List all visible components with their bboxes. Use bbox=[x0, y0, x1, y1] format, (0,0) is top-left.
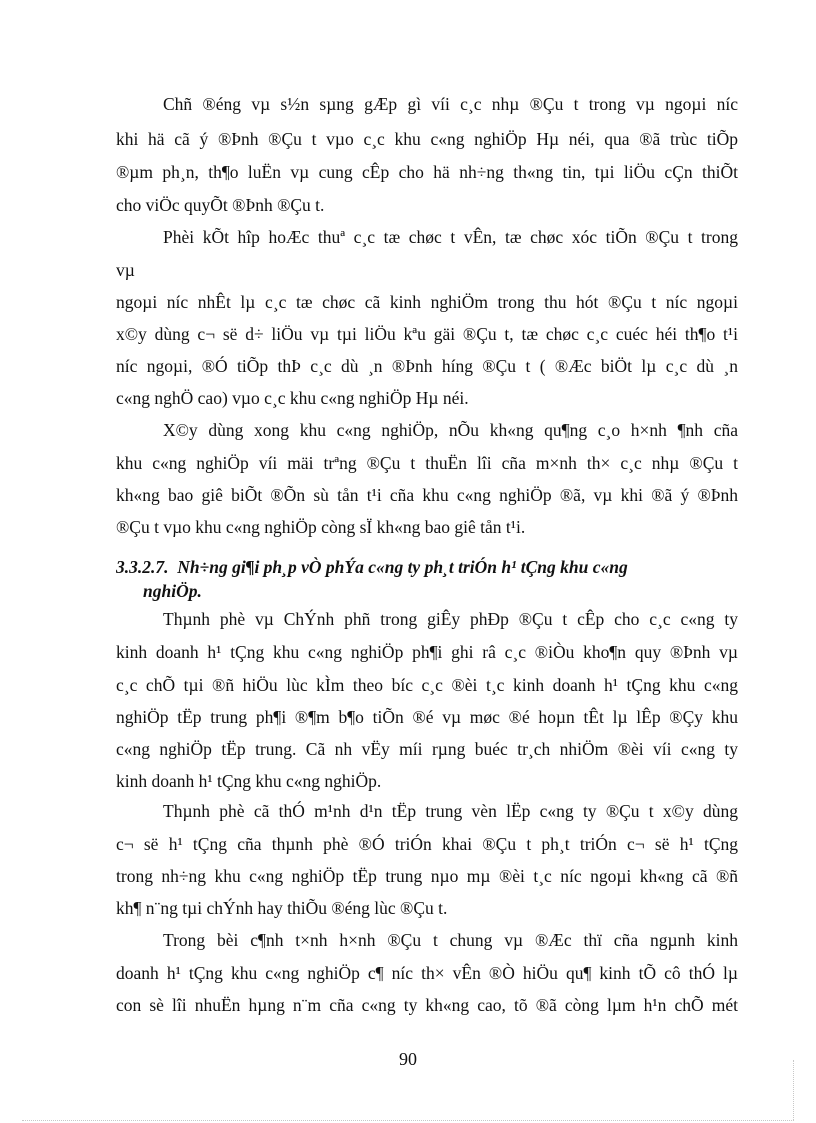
paragraph-line-7: ngoµi níc nhÊt lµ c¸c tæ chøc cã kinh nghiÖm trong thu hót ®Çu t níc ngoµi bbox=[116, 292, 738, 312]
paragraph-line-8: x©y dùng c¬ së d÷ liÖu vµ tµi liÖu kªu gäi ®Çu t, tæ chøc c¸c cuéc héi th¶o t¹i bbox=[116, 324, 738, 344]
paragraph-line-4: cho viÖc quyÕt ®Þnh ®Çu t. bbox=[116, 195, 325, 215]
paragraph-line-16: kinh doanh h¹ tÇng khu c«ng nghiÖp ph¶i ghi râ c¸c ®iÒu kho¶n quy ®Þnh vµ bbox=[116, 642, 738, 662]
section-heading-title: Nh÷ng gi¶i ph¸p vÒ phÝa c«ng ty ph¸t triÓn h¹ tÇng khu c«ng bbox=[177, 557, 628, 577]
side-dotted-rule bbox=[793, 1060, 794, 1120]
paragraph-line-13: kh«ng bao giê biÕt ®Õn sù tån t¹i cña khu c«ng nghiÖp ®ã, vµ khi ®ã ý ®Þnh bbox=[116, 485, 738, 505]
section-heading bbox=[116, 555, 738, 579]
paragraph-line-23: trong nh÷ng khu c«ng nghiÖp tËp trung nµo mµ ®èi t¸c níc ngoµi kh«ng cã ®ñ bbox=[116, 866, 738, 886]
paragraph-line-14: ®Çu t vµo khu c«ng nghiÖp còng sÏ kh«ng bao giê tån t¹i. bbox=[116, 517, 526, 537]
paragraph-line-19: c«ng nghiÖp tËp trung. Cã nh vËy míi rµng buéc tr¸ch nhiÖm ®èi víi c«ng ty bbox=[116, 739, 738, 759]
paragraph-line-15: Thµnh phè vµ ChÝnh phñ trong giÊy phÐp ®Çu t cÊp cho c¸c c«ng ty bbox=[163, 609, 738, 629]
paragraph-line-12: khu c«ng nghiÖp víi mäi trªng ®Çu t thuËn lîi cña m×nh th× c¸c nhµ ®Çu t bbox=[116, 453, 738, 473]
paragraph-line-11: X©y dùng xong khu c«ng nghiÖp, nÕu kh«ng qu¶ng c¸o h×nh ¶nh cña bbox=[163, 420, 738, 440]
paragraph-line-24: kh¶ n¨ng tµi chÝnh hay thiÕu ®éng lùc ®Çu t. bbox=[116, 898, 448, 918]
paragraph-line-25: Trong bèi c¶nh t×nh h×nh ®Çu t chung vµ ®Æc thï cña ngµnh kinh bbox=[163, 930, 738, 950]
paragraph-line-27: con sè lîi nhuËn hµng n¨m cña c«ng ty kh«ng cao, tõ ®ã còng lµm h¹n chÕ mét bbox=[116, 995, 738, 1015]
paragraph-line-2: khi hä cã ý ®Þnh ®Çu t vµo c¸c khu c«ng nghiÖp Hµ néi, qua ®ã trùc tiÕp bbox=[116, 129, 738, 149]
section-heading-number: 3.3.2.7. bbox=[116, 557, 169, 577]
paragraph-line-18: nghiÖp tËp trung ph¶i ®¶m b¶o tiÕn ®é vµ møc ®é hoµn tÊt lµ lÊp ®Çy khu bbox=[116, 707, 738, 727]
paragraph-line-21: Thµnh phè cã thÓ m¹nh d¹n tËp trung vèn lËp c«ng ty ®Çu t x©y dùng bbox=[163, 801, 738, 821]
paragraph-line-10: c«ng nghÖ cao) vµo c¸c khu c«ng nghiÖp Hµ néi. bbox=[116, 388, 469, 408]
paragraph-line-5: Phèi kÕt hîp hoÆc thuª c¸c tæ chøc t vÊn, tæ chøc xóc tiÕn ®Çu t trong bbox=[163, 227, 738, 247]
paragraph-line-3: ®µm ph¸n, th¶o luËn vµ cung cÊp cho hä nh÷ng th«ng tin, tµi liÖu cÇn thiÕt bbox=[116, 162, 738, 182]
paragraph-line-26: doanh h¹ tÇng khu c«ng nghiÖp c¶ níc th× vÊn ®Ò hiÖu qu¶ kinh tÕ cô thÓ lµ bbox=[116, 963, 738, 983]
paragraph-line-9: níc ngoµi, ®Ó tiÕp thÞ c¸c dù ¸n ®Þnh híng ®Çu t ( ®Æc biÖt lµ c¸c dù ¸n bbox=[116, 356, 738, 376]
paragraph-line-20: kinh doanh h¹ tÇng khu c«ng nghiÖp. bbox=[116, 771, 382, 791]
paragraph-line-1: Chñ ®éng vµ s½n sµng gÆp gì víi c¸c nhµ ®Çu t trong vµ ngoµi níc bbox=[163, 94, 738, 114]
page-number: 90 bbox=[399, 1049, 417, 1069]
paragraph-line-6: vµ bbox=[116, 260, 135, 280]
footer-dotted-rule bbox=[22, 1120, 794, 1121]
paragraph-line-22: c¬ së h¹ tÇng cña thµnh phè ®Ó triÓn khai ®Çu t ph¸t triÓn c¬ së h¹ tÇng bbox=[116, 834, 738, 854]
section-heading-continuation: nghiÖp. bbox=[143, 581, 202, 601]
paragraph-line-17: c¸c chÕ tµi ®ñ hiÖu lùc kÌm theo bíc c¸c ®èi t¸c kinh doanh h¹ tÇng khu c«ng bbox=[116, 675, 738, 695]
